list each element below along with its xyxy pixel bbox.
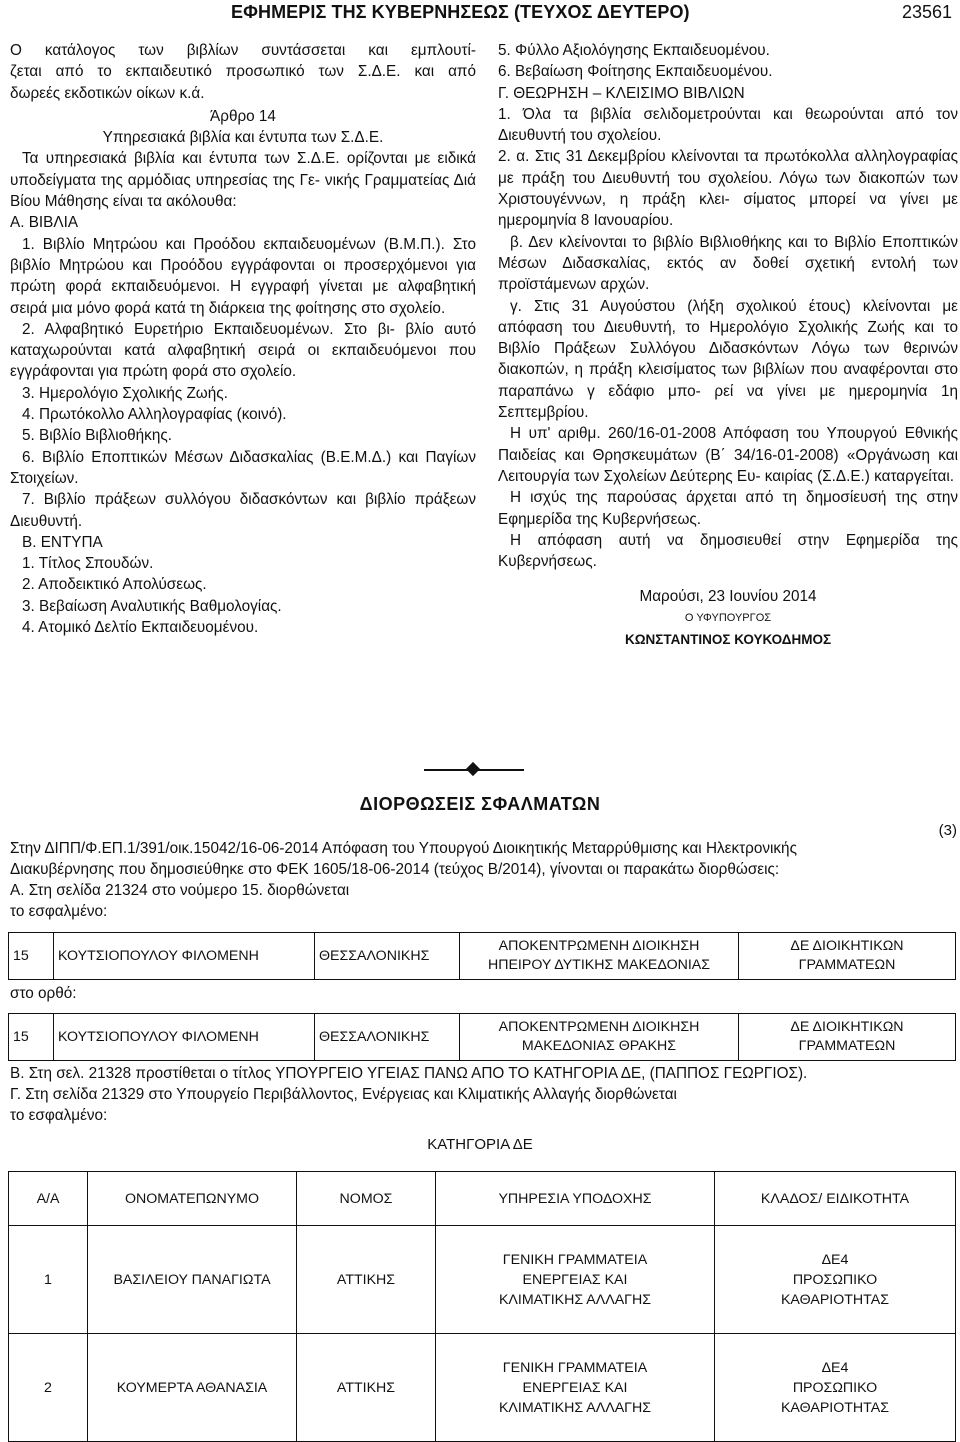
category-line: ΔΕ ΔΙΟΙΚΗΤΙΚΩΝ <box>790 1019 904 1035</box>
klados-line: ΚΑΘΑΡΙΟΤΗΤΑΣ <box>780 1291 890 1308</box>
klados-line: ΚΑΘΑΡΙΟΤΗΤΑΣ <box>780 1399 890 1416</box>
list-item: 4. Ατομικό Δελτίο Εκπαιδευομένου. <box>22 619 259 637</box>
list-item: β. Δεν κλείνονται το βιβλίο Βιβλιοθήκης και το Βιβλίο Εποπτικών Μέσων Διδασκαλίας, εκτός αν δοθεί σχετική εντολή των προϊστάμενων αρχών. <box>498 233 958 294</box>
table-row <box>9 1226 956 1334</box>
text-line: Α. Στη σελίδα 21324 στο νούμερο 15. διορθώνεται <box>10 882 350 899</box>
list-item: 4. Πρωτόκολλο Αλληλογραφίας (κοινό). <box>22 406 287 424</box>
cell-name: ΒΑΣΙΛΕΙΟΥ ΠΑΝΑΓΙΩΤΑ <box>88 1226 297 1334</box>
service-line: ΓΕΝΙΚΗ ΓΡΑΜΜΑΤΕΙΑ <box>502 1359 648 1376</box>
column-header: ΝΟΜΟΣ <box>297 1172 436 1226</box>
table-row <box>9 1014 956 1061</box>
service-line: ΗΠΕΙΡΟΥ ΔΥΤΙΚΗΣ ΜΑΚΕΔΟΝΙΑΣ <box>487 957 711 973</box>
list-item: 3. Βεβαίωση Αναλυτικής Βαθμολογίας. <box>22 597 282 615</box>
service-line: ΚΛΙΜΑΤΙΚΗΣ ΑΛΛΑΓΗΣ <box>498 1291 652 1308</box>
gazette-title: ΕΦΗΜΕΡΙΣ ΤΗΣ ΚΥΒΕΡΝΗΣΕΩΣ (ΤΕΥΧΟΣ ΔΕΥΤΕΡΟ) <box>231 2 690 22</box>
signer-role: Ο ΥΦΥΠΟΥΡΓΟΣ <box>684 611 772 624</box>
service-line: ΜΑΚΕΔΟΝΙΑΣ ΘΡΑΚΗΣ <box>521 1038 677 1054</box>
column-header: ΚΛΑΔΟΣ/ ΕΙΔΙΚΟΤΗΤΑ <box>715 1172 956 1226</box>
list-item: 3. Ημερολόγιο Σχολικής Ζωής. <box>22 384 228 402</box>
list-item: 2. α. Στις 31 Δεκεμβρίου κλείνονται τα πρωτόκολλα αλληλογραφίας με πράξη του Διευθυντή του σχολείου. Λόγω των διακοπών των Χριστουγέννων, η πράξη κλει- σίματος μπορεί να γίνει με ημερομηνία 8 Ιανουαρίου. <box>498 148 958 230</box>
cell-region: ΘΕΣΣΑΛΟΝΙΚΗΣ <box>315 1014 460 1061</box>
page-number: 23561 <box>901 2 952 22</box>
cell-name: ΚΟΥΜΕΡΤΑ ΑΘΑΝΑΣΙΑ <box>88 1334 297 1442</box>
label-right: στο ορθό: <box>10 985 77 1002</box>
text-line: Γ. Στη σελίδα 21329 στο Υπουργείο Περιβάλλοντος, Ενέργειας και Κλιματικής Αλλαγής διορθώνεται <box>10 1086 677 1103</box>
section-heading: Γ. ΘΕΩΡΗΣΗ – ΚΛΕΙΣΙΜΟ ΒΙΒΛΙΩΝ <box>498 84 745 102</box>
corrections-heading: ΔΙΟΡΘΩΣΕΙΣ ΣΦΑΛΜΑΤΩΝ <box>359 794 601 814</box>
cell-aa: 1 <box>9 1226 88 1334</box>
section-divider <box>424 766 524 774</box>
cell-nomos: ΑΤΤΙΚΗΣ <box>297 1334 436 1442</box>
list-item: γ. Στις 31 Αυγούστου (λήξη σχολικού έτους) κλείνονται με απόφαση του Διευθυντή, το Ημερολόγιο Σχολικής Ζωής και το Βιβλίο Πράξεων Συλλόγου Διδασκόντων Λόγω των θερινών διακοπών, η πράξη κλεισίματος των βιβλίων που αναφέρονται στο παραπάνω γ εδάφιο μπο- ρεί να γίνει με ημερομηνία 1η Σεπτεμβρίου. <box>498 297 958 422</box>
label-wrong: το εσφαλμένο: <box>10 1107 108 1124</box>
cell-service <box>460 933 739 980</box>
wrong-entry-table <box>8 932 956 980</box>
diamond-icon <box>466 762 480 776</box>
column-header: ΥΠΗΡΕΣΙΑ ΥΠΟΔΟΧΗΣ <box>436 1172 715 1226</box>
intro-line: δωρεές εκδοτικών οίκων κ.ά. <box>10 84 205 102</box>
text-line: Β. Στη σελ. 21328 προστίθεται ο τίτλος ΥΠΟΥΡΓΕΙΟ ΥΓΕΙΑΣ ΠΑΝΩ ΑΠΟ ΤΟ ΚΑΤΗΓΟΡΙΑ ΔΕ, (ΠΑΠΠΟΣ ΓΕΩΡΓΙΟΣ). <box>10 1065 808 1082</box>
place-date: Μαρούσι, 23 Ιουνίου 2014 <box>639 588 817 606</box>
correct-entry-table <box>8 1013 956 1061</box>
category-title: ΚΑΤΗΓΟΡΙΑ ΔΕ <box>427 1136 533 1153</box>
article-subtitle: Υπηρεσιακά βιβλία και έντυπα των Σ.Δ.Ε. <box>102 129 384 147</box>
section-heading: Β. ΕΝΤΥΠΑ <box>22 533 103 551</box>
cell-num: 15 <box>9 1014 54 1061</box>
category-line: ΔΕ ΔΙΟΙΚΗΤΙΚΩΝ <box>790 938 904 954</box>
section-heading: Α. ΒΙΒΛΙΑ <box>10 214 79 232</box>
cell-name: ΚΟΥΤΣΙΟΠΟΥΛΟΥ ΦΙΛΟΜΕΝΗ <box>54 933 315 980</box>
paragraph: Η ισχύς της παρούσας άρχεται από τη δημοσίευσή της στην Εφημερίδα της Κυβερνήσεως. <box>498 489 958 528</box>
cell-num: 15 <box>9 933 54 980</box>
list-item: 6. Βεβαίωση Φοίτησης Εκπαιδευομένου. <box>498 63 773 81</box>
correction-number: (3) <box>938 822 957 839</box>
cell-region: ΘΕΣΣΑΛΟΝΙΚΗΣ <box>315 933 460 980</box>
service-line: ΕΝΕΡΓΕΙΑΣ ΚΑΙ <box>522 1271 628 1288</box>
paragraph: Τα υπηρεσιακά βιβλία και έντυπα των Σ.Δ.Ε. ορίζονται με ειδικά υποδείγματα της αρμόδιας υπηρεσίας της Γε- νικής Γραμματείας Διά Βίου Μάθησης είναι τα ακόλουθα: <box>10 150 476 211</box>
service-line: ΑΠΟΚΕΝΤΡΩΜΕΝΗ ΔΙΟΙΚΗΣΗ <box>498 938 700 954</box>
list-item: 1. Τίτλος Σπουδών. <box>22 555 154 573</box>
category-line: ΓΡΑΜΜΑΤΕΩΝ <box>798 1038 896 1054</box>
label-wrong: το εσφαλμένο: <box>10 903 108 920</box>
list-item: 6. Βιβλίο Εποπτικών Μέσων Διδασκαλίας (Β.Ε.Μ.Δ.) και Παγίων Στοιχείων. <box>10 448 476 487</box>
cell-category <box>739 933 956 980</box>
column-header: Α/Α <box>9 1172 88 1226</box>
klados-line: ΔΕ4 <box>821 1251 849 1268</box>
category-line: ΓΡΑΜΜΑΤΕΩΝ <box>798 957 896 973</box>
paragraph: Η υπ' αριθμ. 260/16-01-2008 Απόφαση του Υπουργού Εθνικής Παιδείας και Θρησκευμάτων (Β΄ 34/16-01-2008) «Οργάνωση και Λειτουργία των Σχολείων Δεύτερης Ευ- καιρίας (Σ.Δ.Ε.) καταργείται. <box>498 425 958 485</box>
cell-aa: 2 <box>9 1334 88 1442</box>
klados-line: ΠΡΟΣΩΠΙΚΟ <box>792 1379 878 1396</box>
table-row <box>9 1334 956 1442</box>
klados-line: ΠΡΟΣΩΠΙΚΟ <box>792 1271 878 1288</box>
service-line: ΑΠΟΚΕΝΤΡΩΜΕΝΗ ΔΙΟΙΚΗΣΗ <box>498 1019 700 1035</box>
cell-klados <box>715 1334 956 1442</box>
list-item: 2. Αποδεικτικό Απολύσεως. <box>22 576 207 594</box>
list-item: 5. Φύλλο Αξιολόγησης Εκπαιδευομένου. <box>498 42 770 59</box>
cell-klados <box>715 1226 956 1334</box>
paragraph: Η απόφαση αυτή να δημοσιευθεί στην Εφημερίδα της Κυβερνήσεως. <box>498 531 958 571</box>
text-line: Διακυβέρνησης που δημοσιεύθηκε στο ΦΕΚ 1605/18-06-2014 (τεύχος Β/2014), γίνονται οι παρακάτω διορθώσεις: <box>10 861 780 878</box>
signer-name: ΚΩΝΣΤΑΝΤΙΝΟΣ ΚΟΥΚΟΔΗΜΟΣ <box>624 632 832 648</box>
service-line: ΕΝΕΡΓΕΙΑΣ ΚΑΙ <box>522 1379 628 1396</box>
cell-nomos: ΑΤΤΙΚΗΣ <box>297 1226 436 1334</box>
intro-line: ζεται από το εκπαιδευτικό προσωπικό των Σ.Δ.Ε. και από <box>10 63 476 81</box>
column-header: ΟΝΟΜΑΤΕΠΩΝΥΜΟ <box>88 1172 297 1226</box>
klados-line: ΔΕ4 <box>821 1359 849 1376</box>
cell-name: ΚΟΥΤΣΙΟΠΟΥΛΟΥ ΦΙΛΟΜΕΝΗ <box>54 1014 315 1061</box>
list-item: 5. Βιβλίο Βιβλιοθήκης. <box>22 427 172 445</box>
intro-line: Ο κατάλογος των βιβλίων συντάσσεται και εμπλουτί- <box>10 42 476 59</box>
cell-service <box>436 1226 715 1334</box>
list-item: 1. Βιβλίο Μητρώου και Προόδου εκπαιδευομένων (Β.Μ.Π.). Στο βιβλίο Μητρώου και Προόδου εγγράφονται οι προσερχόμενοι για πρώτη φορά εκπαιδευόμενοι. Η εγγραφή γίνεται με αλφαβητική σειρά μια μόνο φορά κατά τη διάρκεια της φοίτησης στο σχολείο. <box>10 235 476 317</box>
right-column <box>498 40 958 650</box>
text-line: Στην ΔΙΠΠ/Φ.ΕΠ.1/391/οικ.15042/16-06-2014 Απόφαση του Υπουργού Διοικητικής Μεταρρύθμισης και Ηλεκτρονικής <box>10 840 797 857</box>
service-line: ΓΕΝΙΚΗ ΓΡΑΜΜΑΤΕΙΑ <box>502 1251 648 1268</box>
category-table <box>8 1171 956 1442</box>
service-line: ΚΛΙΜΑΤΙΚΗΣ ΑΛΛΑΓΗΣ <box>498 1399 652 1416</box>
left-column <box>10 40 476 638</box>
list-item: 7. Βιβλίο πράξεων συλλόγου διδασκόντων και βιβλίο πράξεων Διευθυντή. <box>10 491 476 530</box>
cell-service <box>460 1014 739 1061</box>
table-header-row <box>9 1172 956 1226</box>
table-row <box>9 933 956 980</box>
page-header <box>0 0 960 26</box>
list-item: 2. Αλφαβητικό Ευρετήριο Εκπαιδευομένων. Στο βι- βλίο αυτό καταχωρούνται κατά αλφαβητική σειρά οι εκπαιδευόμενοι που εγγράφονται για πρώτη φορά στο σχολείο. <box>10 320 476 381</box>
cell-category <box>739 1014 956 1061</box>
list-item: 1. Όλα τα βιβλία σελιδομετρούνται και θεωρούνται από τον Διευθυντή του σχολείου. <box>498 105 958 145</box>
cell-service <box>436 1334 715 1442</box>
article-title: Άρθρο 14 <box>210 107 276 125</box>
